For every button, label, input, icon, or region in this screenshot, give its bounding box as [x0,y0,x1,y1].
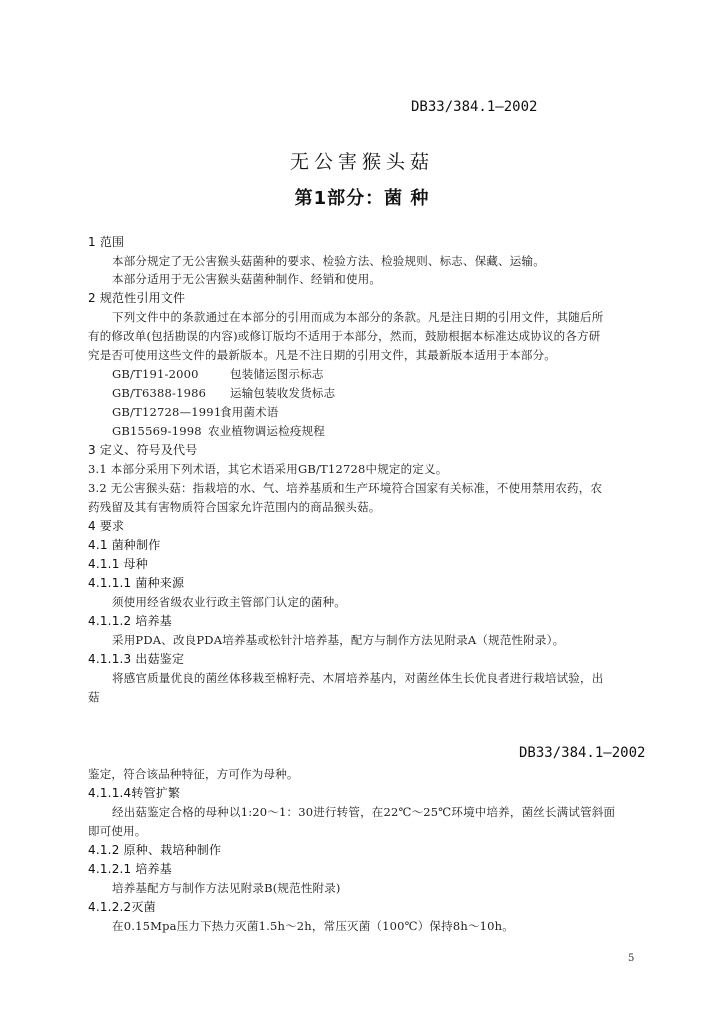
clause-4-1-1-2-heading: 4.1.1.2 培养基 [88,614,172,628]
reference-code: GB/T6388-1986 [112,386,207,400]
reference-code: GB/T12728—1991 [112,405,222,419]
document-title: 无公害猴头菇 [289,151,434,173]
document-subtitle: 第1部分：菌 种 [294,188,430,209]
document-number-mid: DB33/384.1—2002 [519,745,646,761]
clause-4-1-1-3-text-line-1: 将感官质量优良的菌丝体移栽至棉籽壳、木屑培养基内，对菌丝体生长优良者进行栽培试验，出 [112,671,604,685]
reference-code: GB/T191-2000 [112,367,199,381]
section-1-paragraph-2: 本部分适用于无公害猴头菇菌种制作、经销和使用。 [112,272,382,286]
clause-4-1-1-3-heading: 4.1.1.3 出菇鉴定 [88,652,185,666]
clause-4-1-1-1-heading: 4.1.1.1 菌种来源 [88,576,185,590]
clause-3-2-line-1: 3.2 无公害猴头菇：指栽培的水、气、培养基质和生产环境符合国家有关标准，不使用禁用农药，农 [88,481,603,495]
section-1-heading: 1 范围 [88,235,125,249]
clause-4-1-1-3-text-line-3: 鉴定，符合该品种特征，方可作为母种。 [88,767,299,781]
clause-4-1-1-3-text-line-2: 菇 [88,690,100,704]
clause-4-1-2-1-text: 培养基配方与制作方法见附录B(规范性附录) [112,881,341,895]
section-1-paragraph-1: 本部分规定了无公害猴头菇菌种的要求、检验方法、检验规则、标志、保藏、运输。 [112,254,545,268]
reference-title: 食用菌术语 [220,405,279,419]
clause-4-1-1-2-text: 采用PDA、改良PDA培养基或松针汁培养基，配方与制作方法见附录A（规范性附录）。 [112,633,565,647]
page-number: 5 [628,953,635,964]
clause-4-1-1-1-text: 须使用经省级农业行政主管部门认定的菌种。 [112,595,346,609]
section-3-heading: 3 定义、符号及代号 [88,443,198,457]
document-number-top: DB33/384.1—2002 [411,99,538,115]
reference-item [112,423,325,439]
clause-4-1-1-4-text-line-2: 即可使用。 [88,824,147,838]
reference-title: 农业植物调运检疫规程 [208,424,325,438]
section-2-paragraph-line-1: 下列文件中的条款通过在本部分的引用而成为本部分的条款。凡是注日期的引用文件，其随后所 [112,310,604,324]
clause-4-1-heading: 4.1 菌种制作 [88,538,161,552]
clause-4-1-2-heading: 4.1.2 原种、栽培种制作 [88,843,222,857]
clause-4-1-1-4-text-line-1: 经出菇鉴定合格的母种以1:20～1：30进行转管，在22℃～25℃环境中培养，菌丝长满试管斜面 [112,805,616,819]
section-4-heading: 4 要求 [88,519,125,533]
clause-3-2-line-2: 药残留及其有害物质符合国家允许范围内的商品猴头菇。 [88,500,381,514]
section-2-heading: 2 规范性引用文件 [88,291,186,305]
reference-code: GB15569-1998 [112,424,202,438]
clause-4-1-1-heading: 4.1.1 母种 [88,557,148,571]
clause-4-1-2-1-heading: 4.1.2.1 培养基 [88,862,172,876]
section-2-paragraph-line-3: 究是否可使用这些文件的最新版本。凡是不注日期的引用文件，其最新版本适用于本部分。 [88,348,556,362]
clause-4-1-2-2-text: 在0.15Mpa压力下热力灭菌1.5h～2h，常压灭菌（100℃）保持8h～10h。 [112,919,514,933]
reference-item [112,404,279,420]
clause-3-1: 3.1 本部分采用下列术语，其它术语采用GB/T12728中规定的定义。 [88,462,448,476]
reference-title: 包装储运图示标志 [230,367,324,381]
section-2-paragraph-line-2: 有的修改单(包括勘误的内容)或修订版均不适用于本部分，然而，鼓励根据本标准达成协议的各方研 [88,329,601,343]
clause-4-1-1-4-heading: 4.1.1.4转管扩繁 [88,786,181,800]
reference-title: 运输包装收发货标志 [230,386,336,400]
clause-4-1-2-2-heading: 4.1.2.2灭菌 [88,900,156,914]
reference-item [112,366,324,382]
reference-item [112,385,335,401]
